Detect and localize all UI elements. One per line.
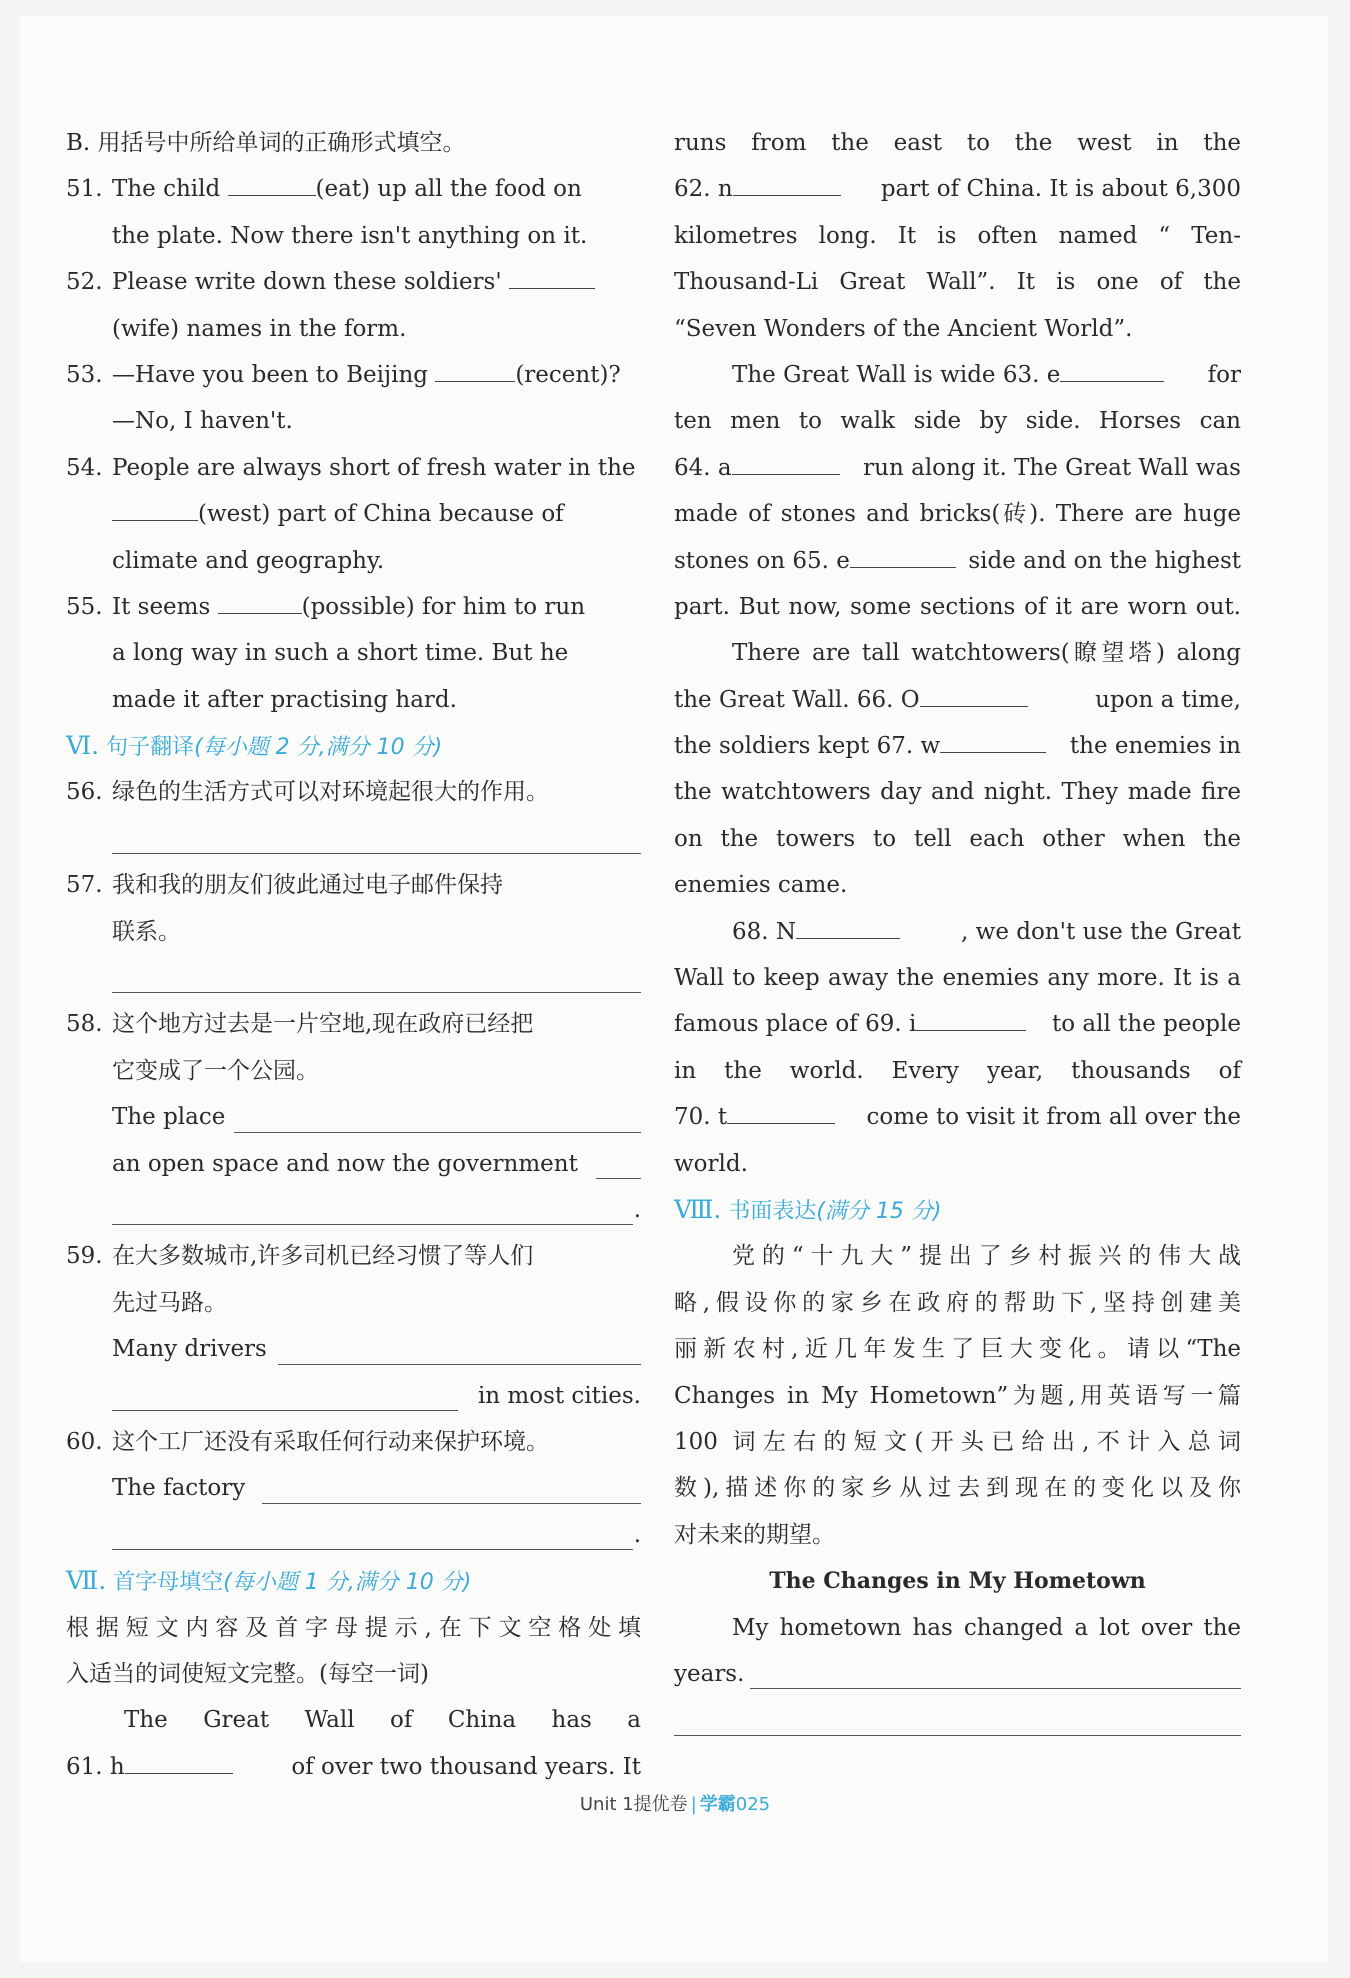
passage-line-3: runs from the east to the west in the xyxy=(674,130,1241,156)
question-56: 56. 绿色的生活方式可以对环境起很大的作用。 xyxy=(66,779,549,806)
question-59-prompt: Many drivers xyxy=(66,1326,641,1372)
answer-line-59b[interactable] xyxy=(112,1410,458,1411)
section-b-heading: B. 用括号中所给单词的正确形式填空。 xyxy=(66,130,466,156)
answer-blank-51[interactable] xyxy=(228,173,316,196)
writing-prompt-2: 略,假设你的家乡在政府的帮助下,坚持创建美 xyxy=(674,1289,1241,1316)
answer-line-58b[interactable] xyxy=(596,1178,641,1179)
answer-blank-70[interactable] xyxy=(727,1101,835,1124)
answer-line-60a[interactable] xyxy=(262,1503,641,1504)
footer-unit: Unit 1提优卷 xyxy=(579,1794,688,1815)
composition-title: The Changes in My Hometown xyxy=(769,1568,1146,1595)
section-8-heading: Ⅷ. 书面表达(满分 15 分) xyxy=(674,1194,942,1224)
question-51-cont: the plate. Now there isn't anything on it. xyxy=(112,222,588,249)
question-55-end: made it after practising hard. xyxy=(112,686,457,713)
right-column xyxy=(674,120,1241,1744)
question-59-cont: 先过马路。 xyxy=(112,1289,227,1316)
passage-line-21: Wall to keep away the enemies any more. It is a xyxy=(674,965,1241,992)
composition-opening-2: years. xyxy=(674,1651,1241,1697)
writing-prompt-1: 党的“十九大”提出了乡村振兴的伟大战 xyxy=(732,1243,1241,1270)
answer-blank-62[interactable] xyxy=(733,173,841,196)
question-55-cont: a long way in such a short time. But he xyxy=(112,640,569,667)
passage-line-7: “Seven Wonders of the Ancient World”. xyxy=(674,315,1133,342)
passage-line-20: 68. N , we don't use the Great xyxy=(674,909,1241,955)
question-58-prompt: The place xyxy=(66,1094,641,1140)
page-number: 025 xyxy=(735,1794,771,1815)
question-60: 60. 这个工厂还没有采取任何行动来保护环境。 xyxy=(66,1428,549,1455)
passage-line-15: the Great Wall. 66. O upon a time, xyxy=(674,677,1241,723)
passage-line-24: 70. t come to visit it from all over the xyxy=(674,1094,1241,1140)
answer-blank-61[interactable] xyxy=(125,1751,233,1774)
passage-line-16: the soldiers kept 67. w the enemies in xyxy=(674,723,1241,769)
passage-line-12: stones on 65. e side and on the highest xyxy=(674,538,1241,584)
passage-line-6: Thousand-Li Great Wall”. It is one of the xyxy=(674,269,1241,296)
question-58-cont: 它变成了一个公园。 xyxy=(112,1057,319,1084)
passage-line-22: famous place of 69. i to all the people xyxy=(674,1001,1241,1047)
section-7-instruction-2: 入适当的词使短文完整。(每空一词) xyxy=(66,1660,429,1687)
section-7-heading: Ⅶ. 首字母填空(每小题 1 分,满分 10 分) xyxy=(66,1566,472,1596)
passage-line-23: in the world. Every year, thousands of xyxy=(674,1057,1241,1084)
footer-brand: 学霸 xyxy=(699,1794,736,1815)
passage-line-1: The Great Wall of China has a xyxy=(124,1707,641,1734)
page-footer xyxy=(0,1790,1350,1816)
footer-separator: | xyxy=(690,1794,697,1815)
passage-line-17: the watchtowers day and night. They made fire xyxy=(674,779,1241,806)
answer-blank-55[interactable] xyxy=(218,591,302,614)
answer-line-58c[interactable]: . xyxy=(66,1187,641,1233)
writing-prompt-6: 数),描述你的家乡从过去到现在的变化以及你 xyxy=(674,1475,1241,1502)
left-column xyxy=(66,120,641,1790)
question-55: 55. It seems (possible) for him to run xyxy=(66,584,641,630)
passage-line-5: kilometres long. It is often named “ Ten- xyxy=(674,222,1241,249)
answer-blank-69[interactable] xyxy=(916,1008,1026,1031)
composition-answer-line-1[interactable] xyxy=(750,1688,1241,1689)
composition-opening: My hometown has changed a lot over the xyxy=(732,1614,1241,1641)
question-57-cont: 联系。 xyxy=(112,918,181,945)
question-54: 54. People are always short of fresh water in the xyxy=(66,454,636,481)
answer-blank-66[interactable] xyxy=(920,684,1028,707)
writing-prompt-3: 丽新农村,近几年发生了巨大变化。请以“The xyxy=(674,1336,1241,1363)
passage-line-13: part. But now, some sections of it are worn out. xyxy=(674,593,1241,620)
writing-prompt-4: Changes in My Hometown”为题,用英语写一篇 xyxy=(674,1382,1241,1409)
question-53-reply: —No, I haven't. xyxy=(112,408,293,435)
answer-line-59a[interactable] xyxy=(278,1364,641,1365)
passage-line-10: 64. a run along it. The Great Wall was xyxy=(674,445,1241,491)
answer-blank-54[interactable] xyxy=(112,498,198,521)
section-7-instruction: 根据短文内容及首字母提示,在下文空格处填 xyxy=(66,1614,641,1641)
question-52-cont: (wife) names in the form. xyxy=(112,315,407,342)
passage-line-18: on the towers to tell each other when the xyxy=(674,825,1241,852)
composition-answer-line-2[interactable] xyxy=(674,1697,1241,1743)
answer-blank-64[interactable] xyxy=(732,452,840,475)
answer-blank-63[interactable] xyxy=(1060,359,1164,382)
passage-line-9: ten men to walk side by side. Horses can xyxy=(674,408,1241,435)
writing-prompt-7: 对未来的期望。 xyxy=(674,1521,835,1548)
passage-line-4: 62. n part of China. It is about 6,300 xyxy=(674,166,1241,212)
passage-line-14: There are tall watchtowers(瞭望塔) along xyxy=(732,640,1241,667)
passage-line-8: The Great Wall is wide 63. e for xyxy=(674,352,1241,398)
question-51: 51. The child (eat) up all the food on xyxy=(66,166,641,212)
question-52: 52. Please write down these soldiers' xyxy=(66,259,641,305)
question-57: 57. 我和我的朋友们彼此通过电子邮件保持 xyxy=(66,872,503,899)
question-53: 53. —Have you been to Beijing (recent)? xyxy=(66,352,641,398)
passage-line-2: 61. h of over two thousand years. It xyxy=(66,1744,641,1790)
section-6-heading: Ⅵ. 句子翻译(每小题 2 分,满分 10 分) xyxy=(66,731,443,761)
question-58-prompt-2: an open space and now the government xyxy=(66,1141,641,1187)
answer-blank-53[interactable] xyxy=(435,359,515,382)
question-60-prompt: The factory xyxy=(66,1465,641,1511)
answer-blank-68[interactable] xyxy=(796,916,900,939)
writing-prompt-5: 100 词左右的短文(开头已给出,不计入总词 xyxy=(674,1428,1241,1455)
passage-line-25: world. xyxy=(674,1150,748,1177)
question-59: 59. 在大多数城市,许多司机已经习惯了等人们 xyxy=(66,1243,534,1270)
answer-blank-67[interactable] xyxy=(940,730,1046,753)
answer-blank-52[interactable] xyxy=(509,266,595,289)
passage-line-19: enemies came. xyxy=(674,872,848,899)
question-58: 58. 这个地方过去是一片空地,现在政府已经把 xyxy=(66,1011,534,1038)
answer-line-58a[interactable] xyxy=(234,1132,641,1133)
question-59-prompt-2: in most cities. xyxy=(66,1373,641,1419)
question-54-end: climate and geography. xyxy=(112,547,385,574)
question-54-cont: (west) part of China because of xyxy=(66,491,641,537)
answer-line-60b[interactable]: . xyxy=(66,1512,641,1558)
answer-line-57[interactable] xyxy=(66,955,641,1001)
answer-line-56[interactable] xyxy=(66,816,641,862)
passage-line-11: made of stones and bricks(砖). There are huge xyxy=(674,501,1241,528)
answer-blank-65[interactable] xyxy=(850,545,956,568)
